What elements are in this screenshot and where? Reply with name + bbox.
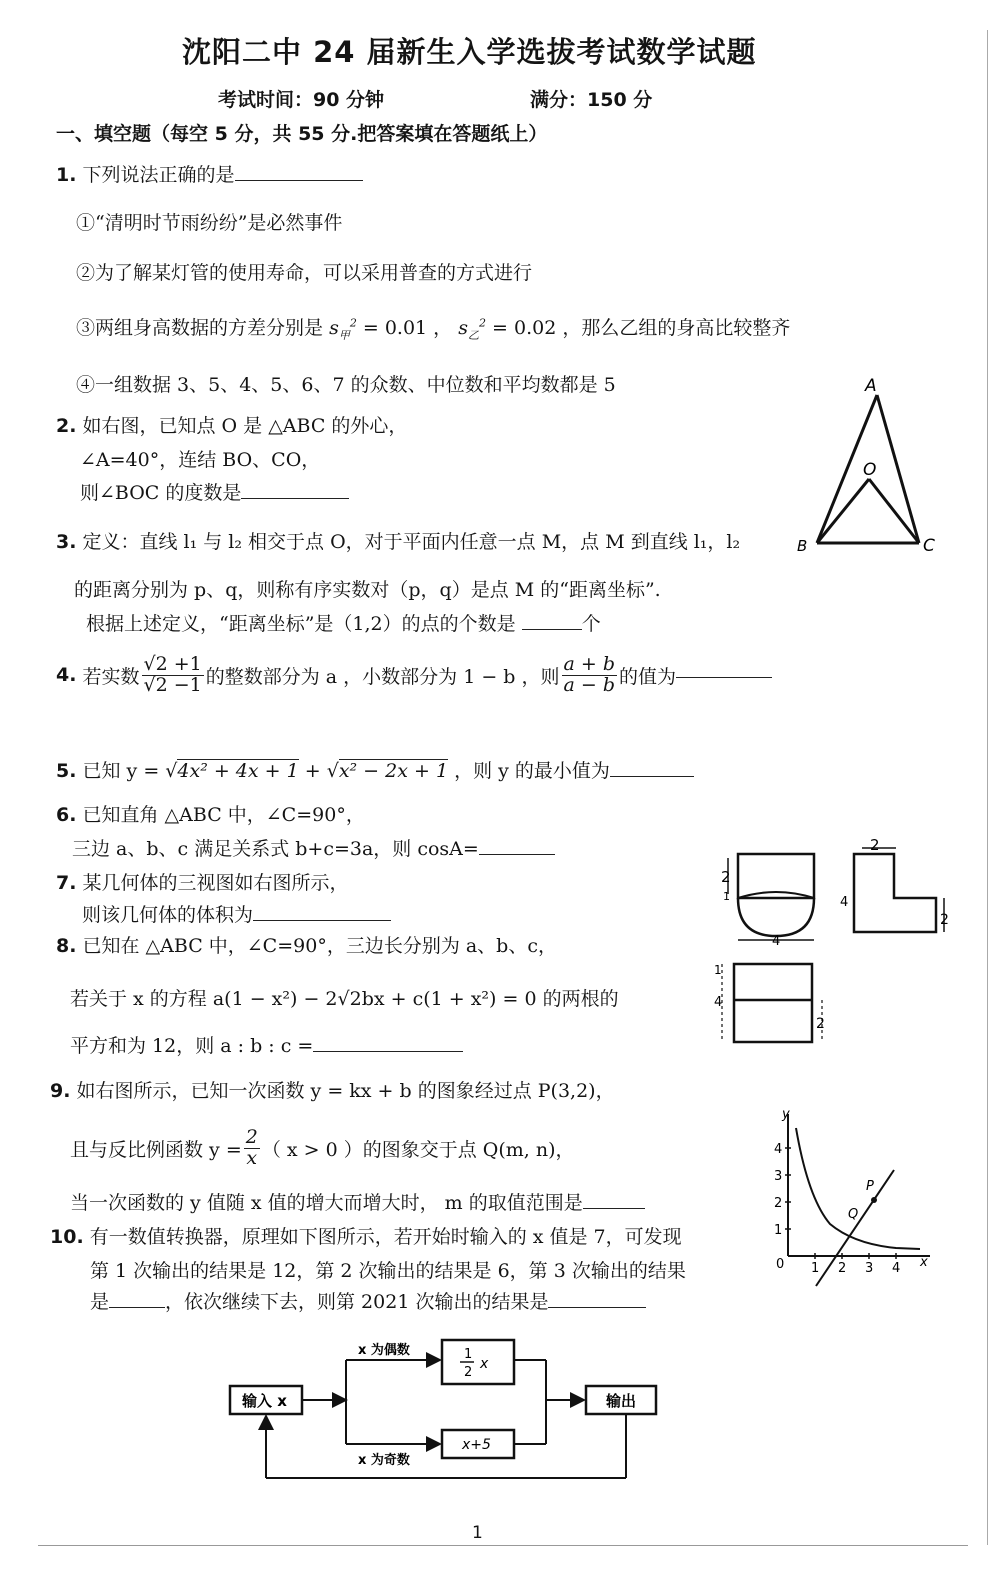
hyperbola-curve: [796, 1128, 920, 1249]
answer-blank: [313, 1050, 463, 1052]
answer-blank: [253, 919, 391, 921]
vertex-b-label: B: [797, 537, 808, 555]
fraction-numerator: √2 +1: [143, 653, 202, 675]
question-line: 某几何体的三视图如右图所示，: [82, 872, 349, 894]
dim-label: 4: [772, 934, 781, 949]
question-10-line-2: 第 1 次输出的结果是 12，第 2 次输出的结果是 6，第 3 次输出的结果: [90, 1260, 686, 1282]
dim-label: 1: [723, 890, 730, 903]
answer-blank: [235, 179, 363, 181]
question-9: [50, 1076, 615, 1103]
question-text-a: 且与反比例函数 y =: [70, 1138, 242, 1161]
dim-label: 2: [721, 868, 731, 886]
radicand-2: x² − 2x + 1: [338, 760, 449, 782]
answer-blank: [522, 628, 582, 630]
fraction-denominator: √2 −1: [143, 673, 202, 696]
linear-function-line: [816, 1170, 894, 1286]
conversion-flowchart: [222, 1332, 672, 1492]
ab-fraction: [562, 655, 618, 696]
question-2-line-2: ∠A=40°，连结 BO、CO，: [80, 449, 321, 471]
answer-blank: [676, 676, 772, 678]
question-text-a: 已知 y =: [82, 760, 166, 782]
question-number: 5.: [56, 760, 77, 782]
option-1: ①“清明时节雨纷纷”是必然事件: [76, 212, 343, 234]
radical-sign: √: [326, 760, 339, 782]
question-line: 已知直角 △ABC 中，∠C=90°，: [82, 804, 365, 826]
answer-blank: [610, 775, 694, 777]
option-4: ④一组数据 3、5、4、5、6、7 的众数、中位数和平均数都是 5: [76, 374, 616, 396]
radical-sign: √: [165, 760, 178, 782]
odd-condition-label: x 为奇数: [358, 1453, 410, 1468]
dim-label: 2: [816, 1016, 825, 1032]
question-number: 1.: [56, 164, 77, 186]
question-6: [56, 800, 365, 827]
option-2: ②为了解某灯管的使用寿命，可以采用普查的方式进行: [76, 262, 533, 284]
y-tick-label: 4: [774, 1142, 783, 1157]
even-condition-label: x 为偶数: [358, 1343, 410, 1358]
fraction-denominator: a − b: [563, 673, 616, 696]
page-number: 1: [472, 1523, 483, 1543]
variance-symbol-a: $s_甲^2$: [329, 316, 357, 342]
root-fraction: [142, 655, 204, 696]
question-text-b: ，则 y 的最小值为: [454, 760, 610, 782]
question-2: [56, 411, 407, 438]
plus-five-label: x+5: [462, 1437, 491, 1453]
question-8-line-3: [70, 1031, 463, 1058]
option-3-text-a: ③两组身高数据的方差分别是: [76, 317, 324, 339]
answer-blank: [109, 1306, 165, 1308]
y-tick-label: 2: [774, 1196, 783, 1211]
dim-label: 4: [714, 995, 723, 1010]
question-number: 9.: [50, 1080, 71, 1102]
exam-score: 满分：150 分: [530, 89, 653, 111]
question-8-line-2: 若关于 x 的方程 a(1 − x²) − 2√2bx + c(1 + x²) = 0 的两根的: [70, 988, 619, 1010]
fraction-denominator: x: [246, 1146, 258, 1169]
top-view: [714, 963, 825, 1042]
side-view: [840, 836, 949, 932]
question-stem: 下列说法正确的是: [82, 164, 235, 186]
question-5: [56, 756, 694, 783]
plus-sign: +: [298, 760, 327, 782]
x-tick-label: 2: [838, 1261, 847, 1276]
question-text-b: 的整数部分为 a ，小数部分为 1 − b ，则: [205, 665, 560, 688]
question-line: 已知在 △ABC 中，∠C=90°，三边长分别为 a、b、c，: [82, 935, 557, 957]
dim-label: 1: [714, 963, 722, 977]
vertex-a-label: A: [865, 376, 877, 396]
question-line: 当一次函数的 y 值随 x 值的增大而增大时， m 的取值范围是: [70, 1192, 583, 1214]
x-tick-label: 3: [865, 1261, 874, 1276]
x-axis-label: x: [920, 1255, 928, 1270]
question-10-line-3: [90, 1287, 646, 1314]
question-9-line-3: [70, 1188, 645, 1215]
half-box: [442, 1340, 514, 1384]
question-1: [56, 160, 363, 187]
reciprocal-fraction: [244, 1128, 260, 1169]
question-line: 根据上述定义，“距离坐标”是（1,2）的点的个数是: [86, 613, 516, 635]
x-tick-label: 4: [892, 1261, 901, 1276]
question-6-line-2: [72, 834, 555, 861]
question-3: [56, 527, 740, 554]
point-p: [871, 1197, 877, 1203]
output-label: 输出: [606, 1392, 637, 1410]
question-line: 平方和为 12，则 a : b : c =: [70, 1035, 314, 1057]
point-q-label: Q: [848, 1207, 859, 1222]
triangle-figure: [795, 375, 945, 560]
question-line-end: 个: [581, 613, 601, 635]
option-3: [76, 313, 790, 343]
dim-label: 2: [940, 912, 949, 928]
front-view: [721, 854, 814, 949]
question-line: 如右图所示，已知一次函数 y = kx + b 的图象经过点 P(3,2)，: [76, 1080, 615, 1102]
origin-label: 0: [776, 1257, 785, 1272]
question-line: 三边 a、b、c 满足关系式 b+c=3a，则 cosA=: [72, 838, 479, 860]
question-line: 如右图，已知点 O 是 △ABC 的外心，: [82, 415, 408, 437]
question-7-line-2: [82, 900, 391, 927]
option-3-text-b: = 0.01 ，: [362, 317, 453, 339]
y-axis-label: y: [782, 1107, 790, 1122]
three-view-figure: [712, 828, 962, 1050]
question-7: [56, 868, 349, 895]
exam-time: 考试时间：90 分钟: [218, 89, 385, 111]
fraction-numerator: a + b: [563, 653, 616, 675]
x-tick-label: 1: [811, 1261, 820, 1276]
question-line: 是: [90, 1291, 110, 1313]
point-p-label: P: [866, 1179, 874, 1194]
vertex-c-label: C: [923, 536, 935, 556]
question-number: 7.: [56, 872, 77, 894]
question-3-line-3: [86, 609, 601, 636]
question-text-a: 若实数: [82, 665, 140, 688]
question-text-b: （ x > 0 ）的图象交于点 Q(m, n)，: [261, 1138, 575, 1161]
question-line: 定义：直线 l₁ 与 l₂ 相交于点 O，对于平面内任意一点 M，点 M 到直线 l₁，l₂: [82, 531, 741, 553]
fraction-numerator: 2: [245, 1126, 258, 1148]
question-text-c: 的值为: [619, 665, 677, 688]
half-variable: x: [480, 1356, 489, 1372]
y-tick-label: 1: [774, 1223, 783, 1238]
radicand-1: 4x² + 4x + 1: [177, 760, 299, 782]
question-3-line-2: 的距离分别为 p、q，则称有序实数对（p，q）是点 M 的“距离坐标”.: [74, 579, 661, 601]
page-right-border: [987, 30, 988, 1545]
exam-title: 沈阳二中 24 届新生入学选拔考试数学试题: [182, 35, 757, 69]
question-number: 8.: [56, 935, 77, 957]
dim-label: 2: [870, 836, 880, 854]
question-number: 10.: [50, 1226, 84, 1248]
answer-blank: [479, 853, 555, 855]
point-o-label: O: [863, 460, 877, 480]
question-4: [56, 655, 772, 696]
question-8: [56, 931, 557, 958]
option-3-text-c: = 0.02 ，那么乙组的身高比较整齐: [492, 317, 791, 339]
half-numerator: 1: [464, 1347, 473, 1362]
question-number: 6.: [56, 804, 77, 826]
question-2-line-3: [80, 478, 349, 505]
function-graph: [770, 1106, 940, 1291]
question-number: 4.: [56, 664, 77, 687]
half-denominator: 2: [464, 1365, 473, 1380]
section-heading: 一、填空题（每空 5 分，共 55 分.把答案填在答题纸上）: [56, 123, 548, 145]
question-line: ，依次继续下去，则第 2021 次输出的结果是: [165, 1291, 549, 1313]
dim-label: 4: [840, 895, 849, 910]
input-label: 输入 x: [242, 1392, 287, 1410]
question-10: [50, 1222, 682, 1249]
question-number: 3.: [56, 531, 77, 553]
question-number: 2.: [56, 415, 77, 437]
answer-blank: [241, 497, 349, 499]
question-9-line-2: [70, 1128, 575, 1169]
question-line: 则∠BOC 的度数是: [80, 482, 242, 504]
question-line: 则该几何体的体积为: [82, 904, 254, 926]
question-line: 有一数值转换器，原理如下图所示，若开始时输入的 x 值是 7，可发现: [89, 1226, 682, 1248]
answer-blank: [583, 1207, 645, 1209]
page-bottom-border: [38, 1545, 968, 1546]
answer-blank: [548, 1306, 646, 1308]
y-tick-label: 3: [774, 1169, 783, 1184]
variance-symbol-b: $s_乙^2$: [458, 316, 486, 342]
